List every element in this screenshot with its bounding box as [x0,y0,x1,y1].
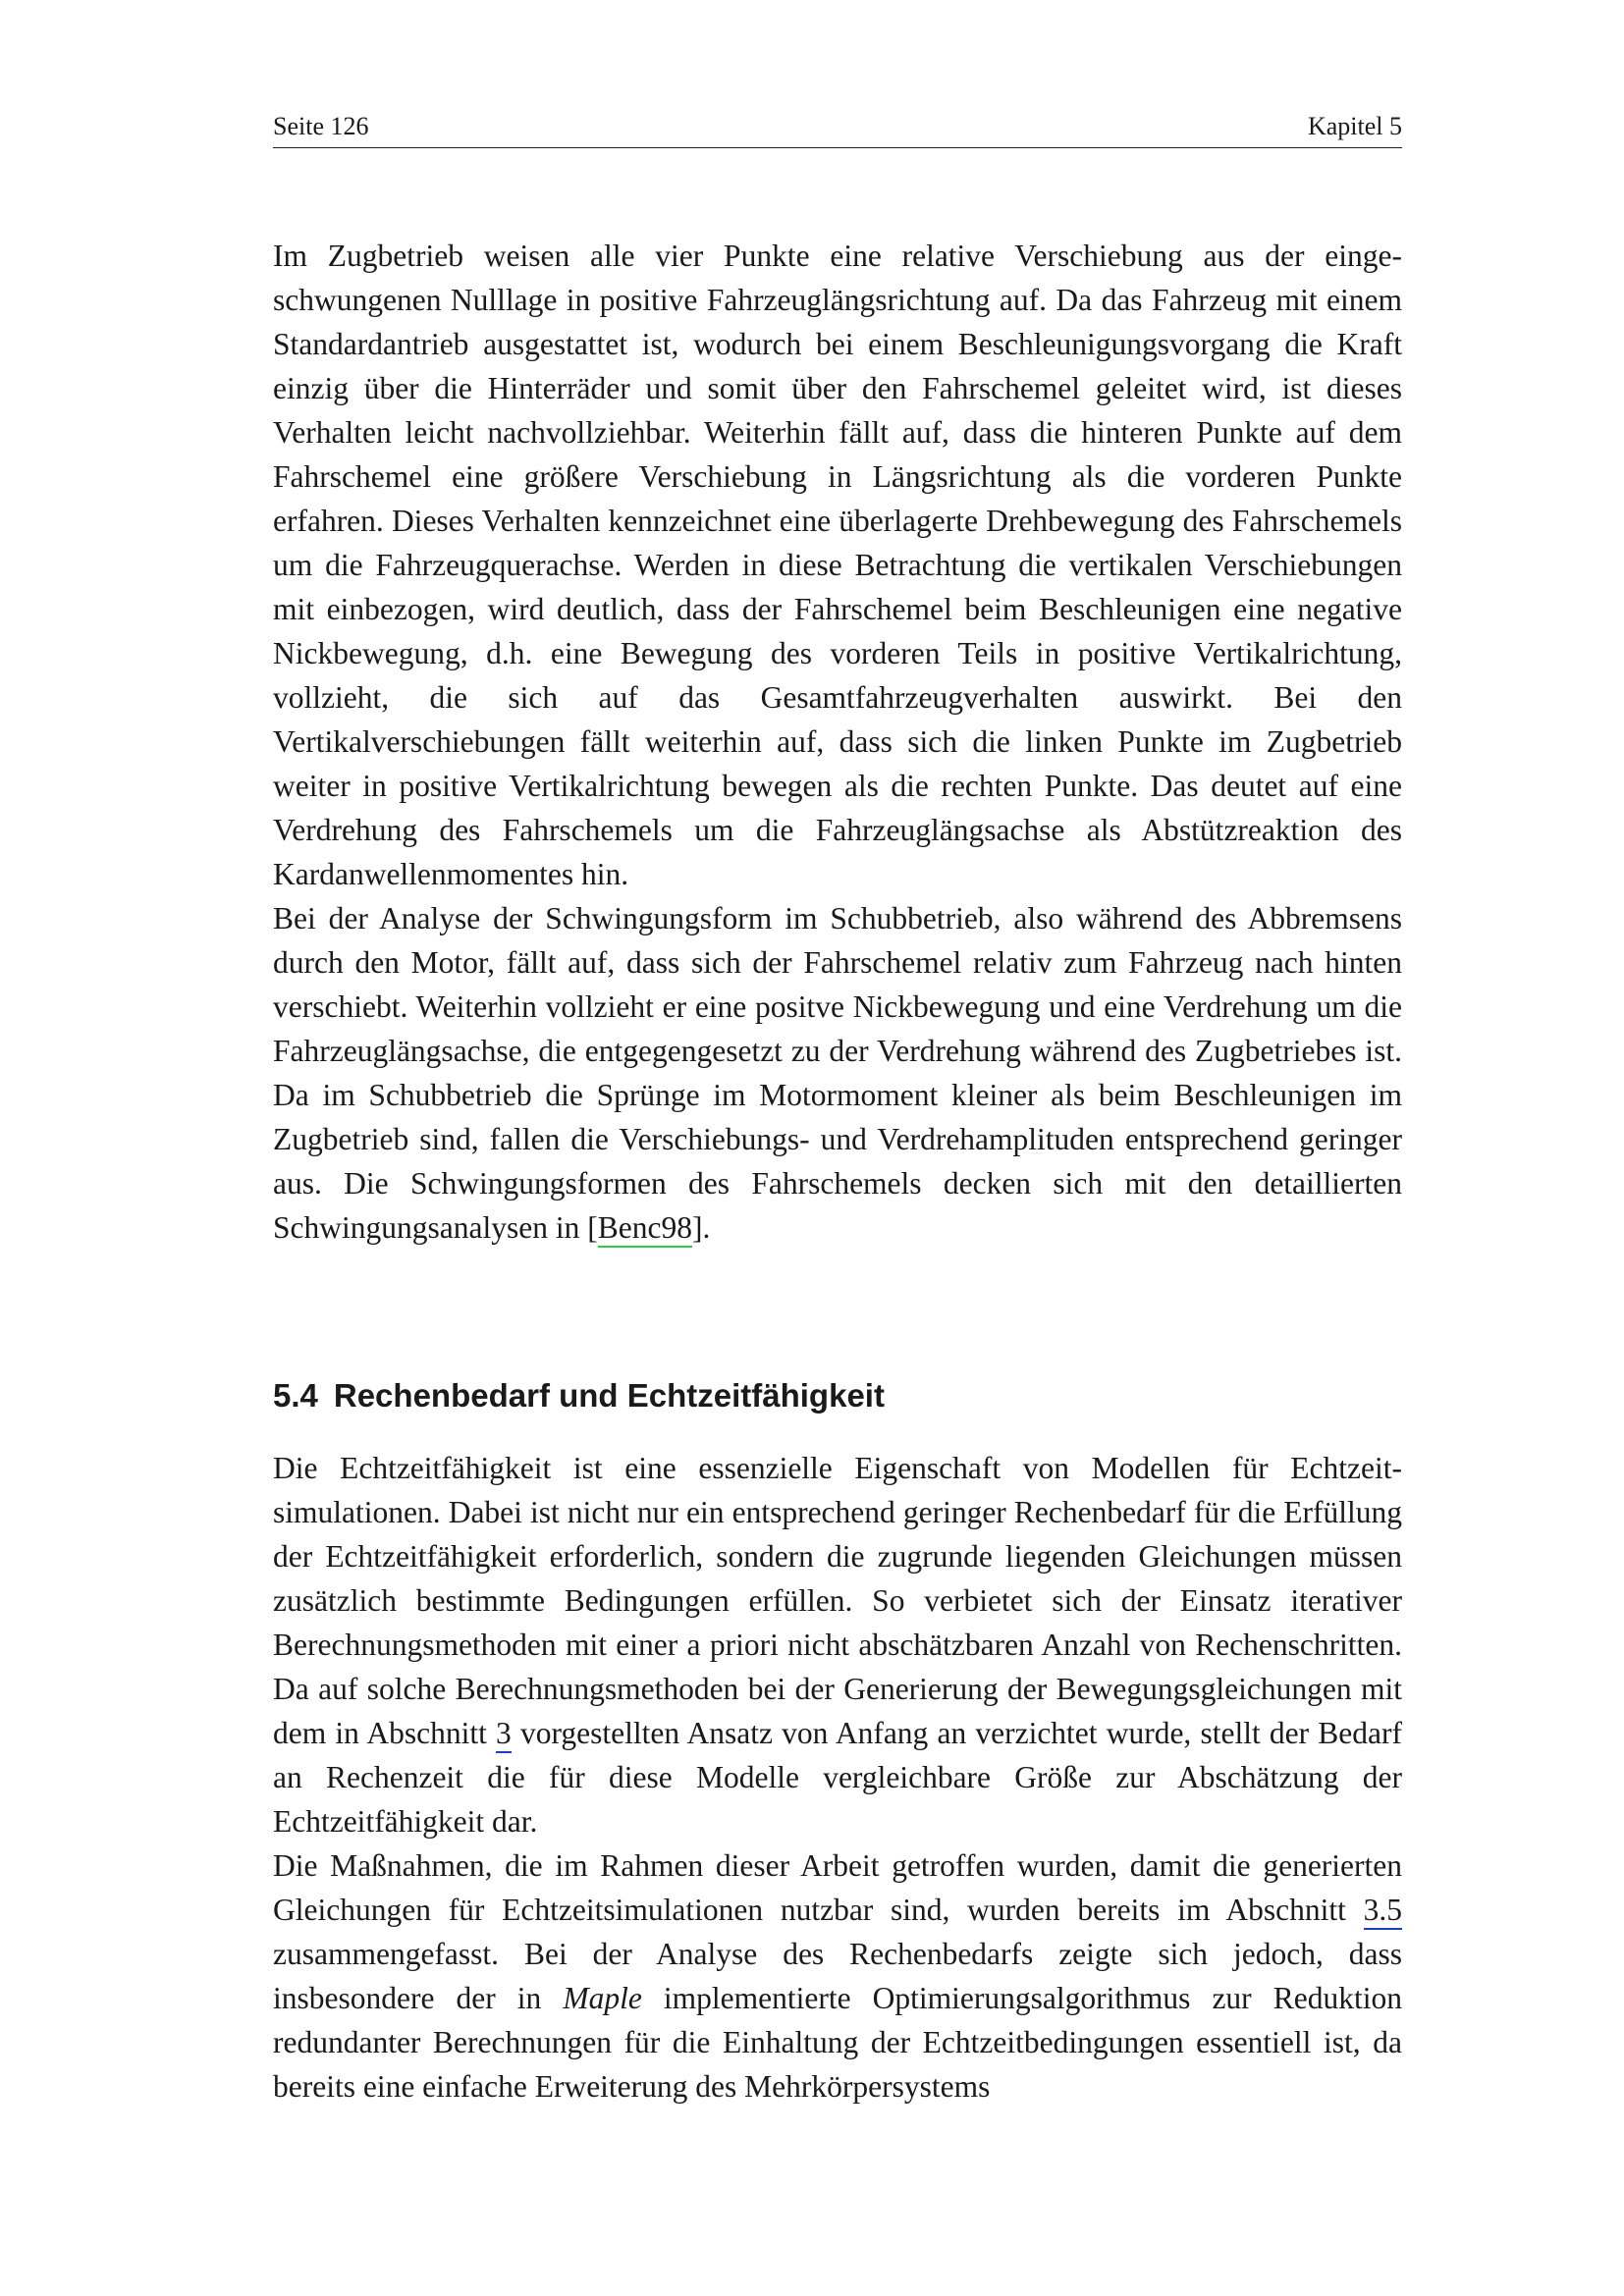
section-5-4-body [273,1446,1402,2109]
section-title: Rechenbedarf und Echtzeitfähigkeit [333,1377,885,1414]
citation-open-bracket: [ [587,1210,598,1245]
citation-close-bracket: ]. [691,1210,711,1245]
section-ref-link-3-5[interactable]: 3.5 [1364,1893,1402,1930]
section-heading [273,1377,885,1415]
section-number: 5.4 [273,1377,318,1414]
paragraph-massnahmen [273,1843,1402,2109]
page-header [273,108,1402,148]
section-ref-link-3[interactable]: 3 [496,1716,512,1753]
paragraph-text: implementierte Optimierungsalgorithmus zur Reduktion redundanter Berechnungen für die Einhaltung der Echtzeitbedingungen essentiell ist, da bereits eine einfache Erweiterung des Mehrkörpersystems [273,1981,1402,2104]
chapter-label: Kapitel 5 [1307,112,1402,140]
paragraph-echtzeitfaehigkeit [273,1446,1402,1843]
paragraph-text: Bei der Analyse der Schwingungsform im Schubbetrieb, also während des Abbremsens durch den Motor, fällt auf, dass sich der Fahrschemel relativ zum Fahrzeug nach hinten verschiebt. Weiterhin vollzieht er eine positve Nickbewegung und eine Verdrehung um die Fahrzeuglängsachse, die entgegengesetzt zu der Verdrehung während des Zugbetriebes ist. Da im Schubbetrieb die Sprünge im Motormoment kleiner als beim Beschleunigen im Zugbetrieb sind, fallen die Verschiebungs- und Verdrehamplituden entsprechend geringer aus. Die Schwingungsformen des Fahrschemels decken sich mit den detaillierten Schwingungsanalysen in [273,901,1402,1245]
citation-link-benc98[interactable]: Benc98 [598,1210,692,1248]
previous-section-body [273,234,1402,1250]
paragraph-text: Die Maßnahmen, die im Rahmen dieser Arbeit getroffen wurden, damit die generierten Gleichungen für Echtzeitsimulationen nutzbar sind, wurden bereits im Abschnitt [273,1848,1402,1927]
paragraph-text: zusammengefasst. Bei der Analyse des Rechenbedarfs zeigte sich jedoch, dass insbesondere der in [273,1937,1402,2015]
paragraph-zugbetrieb: Im Zugbetrieb weisen alle vier Punkte eine relative Verschiebung aus der eingeschwungenen Nulllage in positive Fahrzeuglängsrichtung auf. Da das Fahrzeug mit einem Standardantrieb ausgestattet ist, wodurch bei einem Beschleunigungsvorgang die Kraft einzig über die Hinterräder und somit über den Fahrschemel geleitet wird, ist dieses Verhalten leicht nachvollziehbar. Weiterhin fällt auf, dass die hinteren Punkte auf dem Fahrschemel eine größere Verschiebung in Längsrichtung als die vorderen Punkte erfahren. Dieses Verhalten kennzeichnet eine überlagerte Drehbewegung des Fahrschemels um die Fahrzeugquerachse. Werden in diese Betrachtung die vertikalen Verschiebungen mit einbezogen, wird deutlich, dass der Fahrschemel beim Beschleunigen eine negative Nickbewegung, d.h. eine Bewegung des vorderen Teils in positive Vertikalrichtung, vollzieht, die sich auf das Gesamtfahrzeugverhalten auswirkt. Bei den Vertikalverschiebungen fällt weiterhin auf, dass sich die linken Punkte im Zugbetrieb weiter in positive Vertikalrichtung bewegen als die rechten Punkte. Das deutet auf eine Verdrehung des Fahrschemels um die Fahrzeuglängsachse als Abstützreaktion des Kardanwellenmomentes hin. [273,239,1402,891]
page-number: Seite 126 [273,112,369,140]
paragraph-text: Die Echtzeitfähigkeit ist eine essenzielle Eigenschaft von Modellen für Echtzeitsimulationen. Dabei ist nicht nur ein entsprechend geringer Rechenbedarf für die Erfüllung der Echtzeitfähigkeit erforderlich, sondern die zugrunde liegenden Gleichungen müssen zusätzlich bestimmte Bedingungen erfüllen. So verbietet sich der Einsatz iterativer Berechnungsmethoden mit einer a priori nicht abschätzbaren Anzahl von Rechenschritten. Da auf solche Berechnungsmethoden bei der Generierung der Bewegungsgleichungen mit dem in Abschnitt [273,1451,1402,1750]
paragraph-schubbetrieb [273,896,1402,1250]
software-name-maple: Maple [563,1981,642,2015]
paragraph-text: vorgestellten Ansatz von Anfang an verzichtet wurde, stellt der Bedarf an Rechenzeit die für diese Modelle vergleichbare Größe zur Abschätzung der Echtzeitfähigkeit dar. [273,1716,1402,1839]
